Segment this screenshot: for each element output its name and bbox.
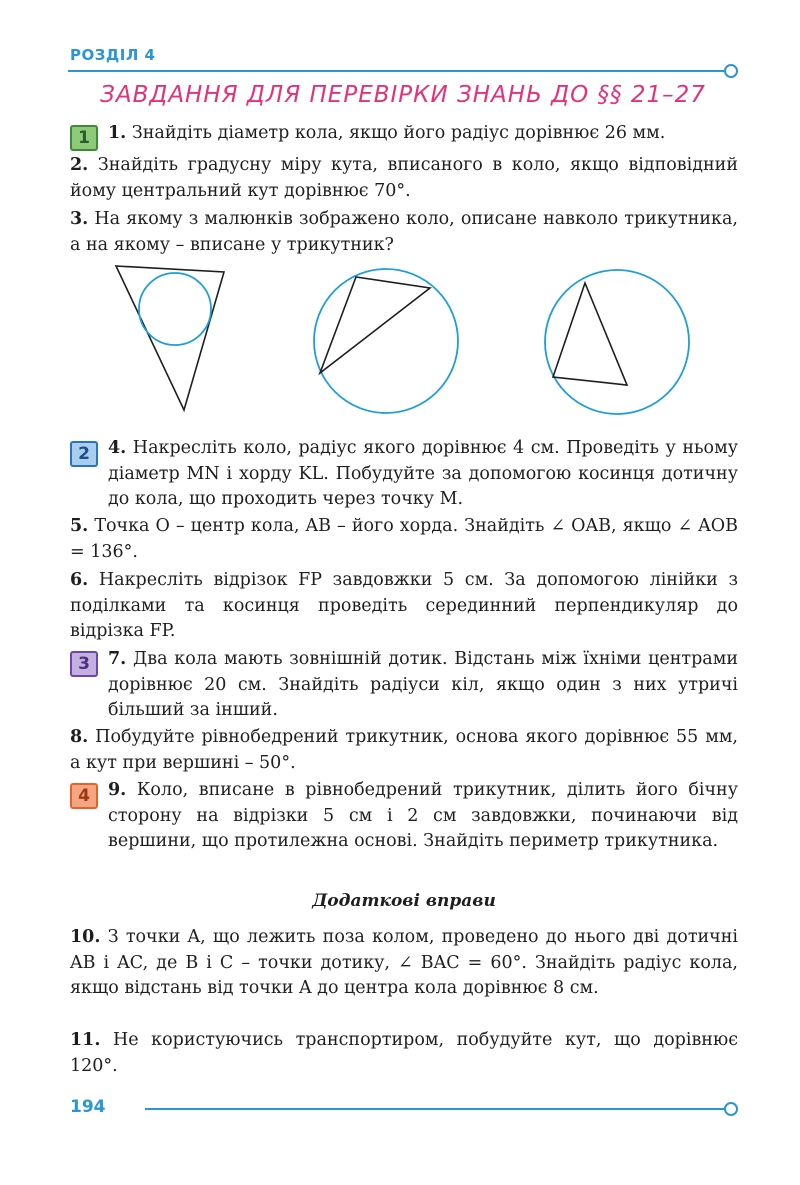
task-4 <box>108 436 738 513</box>
task-7-text: Два кола мають зовнішній дотик. Відстань між їхніми центрами дорівнює 20 см. Знайдіть радіуси кіл, якщо один з них утричі більший за інший. <box>108 649 738 720</box>
task-2 <box>70 153 738 204</box>
task-1-text: Знайдіть діаметр кола, якщо його радіус дорівнює 26 мм. <box>126 123 666 143</box>
task-8 <box>70 725 738 776</box>
header-rule-end-dot <box>724 64 738 78</box>
level-badge-1: 1 <box>70 125 98 151</box>
task-2-number: 2. <box>70 155 89 175</box>
task-1-number: 1. <box>108 123 127 143</box>
task-9 <box>108 778 738 855</box>
triangle-1 <box>116 266 224 410</box>
page-title: ЗАВДАННЯ ДЛЯ ПЕРЕВІРКИ ЗНАНЬ ДО §§ 21–27 <box>100 82 706 108</box>
footer-rule <box>145 1108 728 1110</box>
page-number: 194 <box>70 1097 106 1117</box>
chapter-label: РОЗДІЛ 4 <box>70 46 156 64</box>
figure-circumscribed-circle-2 <box>545 270 689 414</box>
level-badge-3: 3 <box>70 651 98 677</box>
task-10-text: З точки A, що лежить поза колом, проведено до нього дві дотичні AB і AC, де B і C – точки дотику, ∠ BAC = 60°. Знайдіть радіус кола, якщо відстань від точки A до центра кола дорівнює 8 см. <box>70 927 738 998</box>
extra-exercises-heading: Додаткові вправи <box>312 891 496 911</box>
footer-rule-end-dot <box>724 1102 738 1116</box>
task-3-text: На якому з малюнків зображено коло, описане навколо трикутника, а на якому – вписане у трикутник? <box>70 209 738 255</box>
header-rule <box>68 70 728 72</box>
task-8-text: Побудуйте рівнобедрений трикутник, основа якого дорівнює 55 мм, а кут при вершині – 50°. <box>70 727 738 773</box>
figure-inscribed-circle <box>116 266 224 410</box>
task-8-number: 8. <box>70 727 89 747</box>
task-7-number: 7. <box>108 649 127 669</box>
inscribed-circle <box>139 273 211 345</box>
task-3-number: 3. <box>70 209 89 229</box>
task-2-text: Знайдіть градусну міру кута, вписаного в коло, якщо відповідний йому центральний кут дорівнює 70°. <box>70 155 738 201</box>
task-11-text: Не користуючись транспортиром, побудуйте кут, що дорівнює 120°. <box>70 1030 738 1076</box>
figure-circumscribed-circle-1 <box>314 269 458 413</box>
task-6-number: 6. <box>70 570 89 590</box>
task-4-number: 4. <box>108 438 127 458</box>
figures-circles-triangles <box>100 258 700 423</box>
task-10 <box>70 925 738 1002</box>
task-9-text: Коло, вписане в рівнобедрений трикутник, ділить його бічну сторону на відрізки 5 см і 2 см завдовжки, починаючи від вершини, що протилежна основі. Знайдіть периметр трикутника. <box>108 780 738 851</box>
triangle-3 <box>553 283 627 385</box>
task-5-text: Точка O – центр кола, AB – його хорда. Знайдіть ∠ OAB, якщо ∠ AOB = 136°. <box>70 516 738 562</box>
task-6 <box>70 568 738 645</box>
level-badge-2: 2 <box>70 441 98 467</box>
level-badge-4: 4 <box>70 783 98 809</box>
task-5 <box>70 514 738 565</box>
triangle-2 <box>320 277 430 373</box>
task-6-text: Накресліть відрізок FP завдовжки 5 см. За допомогою лінійки з поділками та косинця проведіть серединний перпендикуляр до відрізка FP. <box>70 570 738 641</box>
task-1 <box>108 121 738 147</box>
task-7 <box>108 647 738 724</box>
circumscribed-circle-2 <box>545 270 689 414</box>
task-4-text: Накресліть коло, радіус якого дорівнює 4 см. Проведіть у ньому діаметр MN і хорду KL. Побудуйте за допомогою косинця дотичну до кола, що проходить через точку M. <box>108 438 738 509</box>
task-5-number: 5. <box>70 516 89 536</box>
circumscribed-circle-1 <box>314 269 458 413</box>
task-9-number: 9. <box>108 780 127 800</box>
task-11-number: 11. <box>70 1030 101 1050</box>
task-10-number: 10. <box>70 927 101 947</box>
task-11 <box>70 1028 738 1079</box>
task-3 <box>70 207 738 258</box>
